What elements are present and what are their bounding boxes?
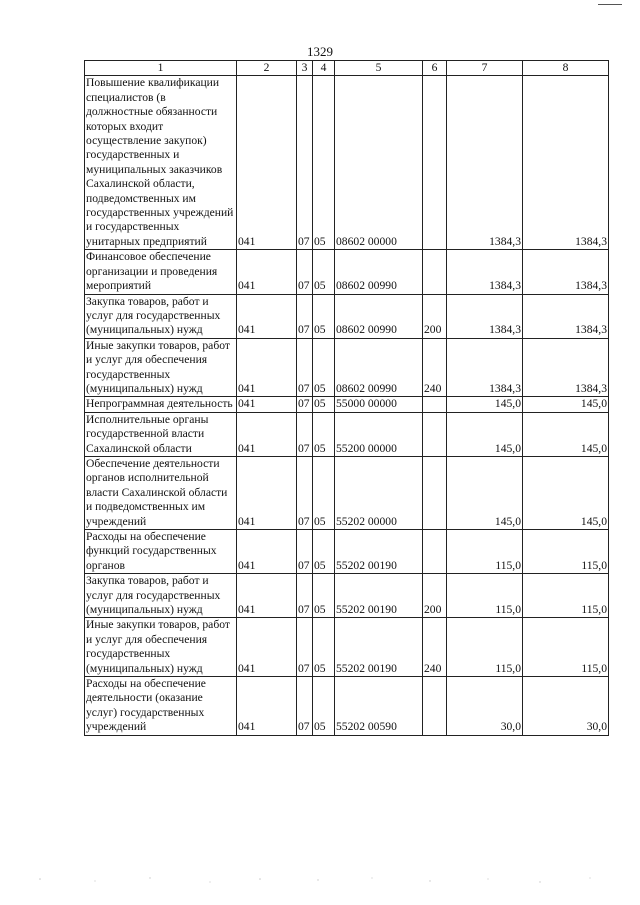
row-code-section: 07 [297,397,313,412]
table-row [85,76,609,250]
table-row [85,250,609,294]
row-code-admin: 041 [237,294,297,338]
row-amount-8: 145,0 [523,397,609,412]
row-amount-8: 1384,3 [523,250,609,294]
table-row [85,618,609,677]
row-code-expense: 200 [423,574,447,618]
header-cell: 5 [335,61,423,76]
table-row [85,574,609,618]
row-code-target: 55000 00000 [335,397,423,412]
row-code-subsection: 05 [313,618,335,677]
row-name: Иные закупки товаров, работ и услуг для обеспечения государственных (муниципальных) нужд [85,618,237,677]
row-amount-7: 145,0 [447,456,523,529]
row-code-target: 55202 00000 [335,456,423,529]
row-code-subsection: 05 [313,412,335,456]
row-code-expense [423,412,447,456]
row-name: Исполнительные органы государственной власти Сахалинской области [85,412,237,456]
header-cell: 8 [523,61,609,76]
row-name: Иные закупки товаров, работ и услуг для обеспечения государственных (муниципальных) нужд [85,338,237,397]
row-amount-7: 115,0 [447,618,523,677]
row-code-admin: 041 [237,456,297,529]
row-code-admin: 041 [237,530,297,574]
row-code-subsection: 05 [313,294,335,338]
row-code-admin: 041 [237,397,297,412]
row-code-section: 07 [297,338,313,397]
row-amount-8: 30,0 [523,677,609,736]
row-code-subsection: 05 [313,397,335,412]
header-row [85,61,609,76]
row-amount-7: 145,0 [447,397,523,412]
row-amount-7: 1384,3 [447,294,523,338]
row-name: Финансовое обеспечение организации и проведения мероприятий [85,250,237,294]
row-code-admin: 041 [237,412,297,456]
row-name: Обеспечение деятельности органов исполнительной власти Сахалинской области и подведомственных им учреждений [85,456,237,529]
row-code-target: 08602 00990 [335,250,423,294]
row-name: Расходы на обеспечение функций государственных органов [85,530,237,574]
row-code-expense [423,397,447,412]
row-code-target: 55202 00190 [335,530,423,574]
row-code-admin: 041 [237,250,297,294]
row-code-admin: 041 [237,677,297,736]
row-code-admin: 041 [237,618,297,677]
row-code-subsection: 05 [313,338,335,397]
row-code-section: 07 [297,618,313,677]
row-name: Расходы на обеспечение деятельности (оказание услуг) государственных учреждений [85,677,237,736]
row-code-section: 07 [297,412,313,456]
row-amount-7: 1384,3 [447,250,523,294]
row-code-expense [423,250,447,294]
row-name: Закупка товаров, работ и услуг для государственных (муниципальных) нужд [85,294,237,338]
row-code-section: 07 [297,530,313,574]
row-code-expense [423,76,447,250]
table-row [85,677,609,736]
table-row [85,294,609,338]
row-code-section: 07 [297,456,313,529]
row-amount-7: 145,0 [447,412,523,456]
header-cell: 6 [423,61,447,76]
row-code-target: 55202 00190 [335,618,423,677]
row-code-target: 08602 00000 [335,76,423,250]
row-code-expense [423,677,447,736]
row-amount-7: 115,0 [447,574,523,618]
row-code-subsection: 05 [313,250,335,294]
row-amount-8: 1384,3 [523,76,609,250]
header-cell: 7 [447,61,523,76]
row-amount-8: 145,0 [523,412,609,456]
row-code-expense [423,456,447,529]
row-code-subsection: 05 [313,574,335,618]
row-name: Непрограммная деятельность [85,397,237,412]
row-code-target: 55200 00000 [335,412,423,456]
row-code-section: 07 [297,677,313,736]
row-code-expense: 240 [423,338,447,397]
row-code-section: 07 [297,250,313,294]
row-code-section: 07 [297,294,313,338]
row-code-expense [423,530,447,574]
table-row [85,412,609,456]
row-code-target: 55202 00190 [335,574,423,618]
header-cell: 1 [85,61,237,76]
row-code-subsection: 05 [313,456,335,529]
row-code-target: 55202 00590 [335,677,423,736]
row-code-target: 08602 00990 [335,294,423,338]
row-amount-8: 115,0 [523,618,609,677]
corner-mark [598,4,622,5]
table-row [85,530,609,574]
row-code-target: 08602 00990 [335,338,423,397]
row-amount-8: 145,0 [523,456,609,529]
row-code-section: 07 [297,574,313,618]
row-amount-7: 1384,3 [447,338,523,397]
row-code-subsection: 05 [313,530,335,574]
row-code-section: 07 [297,76,313,250]
row-amount-7: 1384,3 [447,76,523,250]
table-row [85,397,609,412]
row-code-admin: 041 [237,574,297,618]
row-amount-7: 115,0 [447,530,523,574]
table-row [85,338,609,397]
row-code-expense: 200 [423,294,447,338]
table-row [85,456,609,529]
row-amount-8: 1384,3 [523,294,609,338]
row-amount-8: 115,0 [523,574,609,618]
row-code-expense: 240 [423,618,447,677]
header-cell: 2 [237,61,297,76]
row-code-subsection: 05 [313,76,335,250]
row-code-admin: 041 [237,76,297,250]
row-amount-7: 30,0 [447,677,523,736]
budget-table [84,60,609,736]
scan-noise [0,873,640,887]
row-amount-8: 1384,3 [523,338,609,397]
header-cell: 4 [313,61,335,76]
page-number: 1329 [307,44,333,59]
row-code-subsection: 05 [313,677,335,736]
row-code-admin: 041 [237,338,297,397]
row-name: Закупка товаров, работ и услуг для государственных (муниципальных) нужд [85,574,237,618]
row-name: Повышение квалификации специалистов (в должностные обязанности которых входит осуществление закупок) государственных и муниципальных заказчиков Сахалинской области, подведомственных им государственных учреждений и государственных унитарных предприятий [85,76,237,250]
header-cell: 3 [297,61,313,76]
row-amount-8: 115,0 [523,530,609,574]
